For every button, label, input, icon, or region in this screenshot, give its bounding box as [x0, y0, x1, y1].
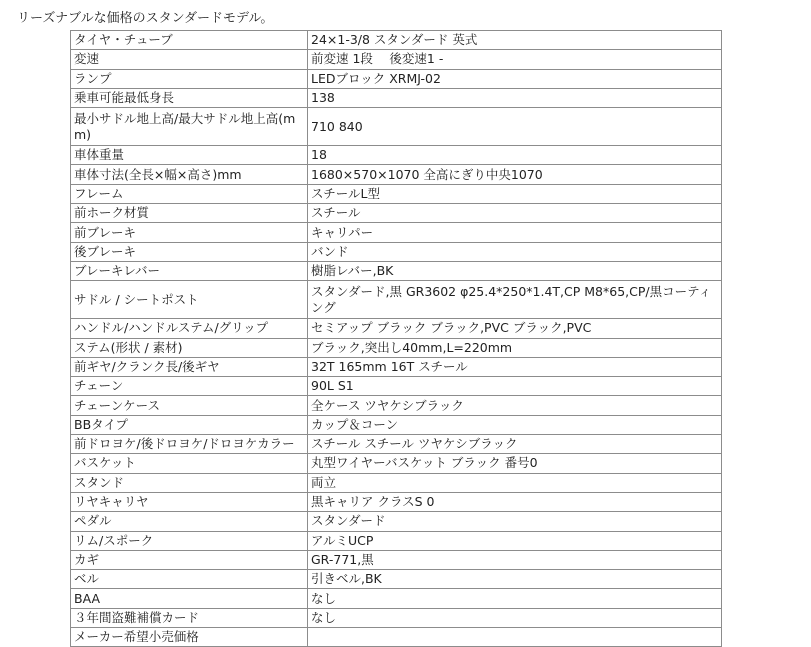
- spec-value: スタンダード: [308, 512, 722, 531]
- spec-value: セミアップ ブラック ブラック,PVC ブラック,PVC: [308, 319, 722, 338]
- spec-value: 全ケース ツヤケシブラック: [308, 396, 722, 415]
- spec-label: 後ブレーキ: [71, 242, 308, 261]
- spec-label: リム/スポーク: [71, 531, 308, 550]
- table-row: [71, 50, 722, 69]
- table-row: [71, 223, 722, 242]
- spec-label: チェーンケース: [71, 396, 308, 415]
- spec-label: リヤキャリヤ: [71, 492, 308, 511]
- table-row: [71, 204, 722, 223]
- spec-label: タイヤ・チューブ: [71, 31, 308, 50]
- spec-value: 樹脂レバー,BK: [308, 261, 722, 280]
- table-row: [71, 396, 722, 415]
- table-row: [71, 415, 722, 434]
- spec-label: ブレーキレバー: [71, 261, 308, 280]
- spec-value: GR-771,黒: [308, 550, 722, 569]
- table-row: [71, 261, 722, 280]
- table-row: [71, 512, 722, 531]
- spec-value: なし: [308, 589, 722, 608]
- spec-value: 1680×570×1070 全高にぎり中央1070: [308, 165, 722, 184]
- spec-value: 24×1-3/8 スタンダード 英式: [308, 31, 722, 50]
- spec-value: 18: [308, 146, 722, 165]
- spec-value: バンド: [308, 242, 722, 261]
- table-row: [71, 184, 722, 203]
- spec-value: キャリパー: [308, 223, 722, 242]
- table-row: [71, 570, 722, 589]
- table-row: [71, 338, 722, 357]
- table-row: [71, 550, 722, 569]
- table-row: [71, 531, 722, 550]
- spec-label: BAA: [71, 589, 308, 608]
- spec-value: なし: [308, 608, 722, 627]
- table-row: [71, 108, 722, 146]
- spec-label: 前ブレーキ: [71, 223, 308, 242]
- table-row: [71, 242, 722, 261]
- table-row: [71, 357, 722, 376]
- spec-label: カギ: [71, 550, 308, 569]
- table-row: [71, 31, 722, 50]
- table-row: [71, 628, 722, 647]
- spec-label: BBタイプ: [71, 415, 308, 434]
- spec-value: アルミUCP: [308, 531, 722, 550]
- spec-label: 前ドロヨケ/後ドロヨケ/ドロヨケカラー: [71, 435, 308, 454]
- spec-label: スタンド: [71, 473, 308, 492]
- spec-value: [308, 628, 722, 647]
- spec-label: ステム(形状 / 素材): [71, 338, 308, 357]
- spec-value: スチールL型: [308, 184, 722, 203]
- spec-label: 変速: [71, 50, 308, 69]
- spec-label: 前ギヤ/クランク長/後ギヤ: [71, 357, 308, 376]
- spec-label: バスケット: [71, 454, 308, 473]
- table-row: [71, 146, 722, 165]
- spec-label: ベル: [71, 570, 308, 589]
- spec-label: 車体寸法(全長×幅×高さ)mm: [71, 165, 308, 184]
- intro-text: リーズナブルな価格のスタンダードモデル。: [17, 11, 274, 26]
- spec-value: スチール: [308, 204, 722, 223]
- spec-label: フレーム: [71, 184, 308, 203]
- spec-value: スタンダード,黒 GR3602 φ25.4*250*1.4T,CP M8*65,CP/黒コーティング: [308, 281, 722, 319]
- table-row: [71, 454, 722, 473]
- table-row: [71, 589, 722, 608]
- spec-label: サドル / シートポスト: [71, 281, 308, 319]
- spec-label: ハンドル/ハンドルステム/グリップ: [71, 319, 308, 338]
- table-row: [71, 608, 722, 627]
- spec-value: 丸型ワイヤーバスケット ブラック 番号0: [308, 454, 722, 473]
- spec-value: 710 840: [308, 108, 722, 146]
- table-row: [71, 377, 722, 396]
- table-row: [71, 69, 722, 88]
- spec-value: カップ＆コーン: [308, 415, 722, 434]
- spec-label: ペダル: [71, 512, 308, 531]
- spec-value: 黒キャリア クラスS 0: [308, 492, 722, 511]
- spec-value: 138: [308, 88, 722, 107]
- spec-value: LEDブロック XRMJ-02: [308, 69, 722, 88]
- spec-value: 90L S1: [308, 377, 722, 396]
- spec-value: スチール スチール ツヤケシブラック: [308, 435, 722, 454]
- spec-label: チェーン: [71, 377, 308, 396]
- spec-value: 両立: [308, 473, 722, 492]
- spec-value: 引きベル,BK: [308, 570, 722, 589]
- spec-value: ブラック,突出し40mm,L=220mm: [308, 338, 722, 357]
- table-row: [71, 435, 722, 454]
- spec-value: 前変速 1段 後変速1 -: [308, 50, 722, 69]
- table-row: [71, 281, 722, 319]
- table-row: [71, 165, 722, 184]
- table-row: [71, 492, 722, 511]
- spec-label: 車体重量: [71, 146, 308, 165]
- spec-label: 前ホーク材質: [71, 204, 308, 223]
- spec-label: 最小サドル地上高/最大サドル地上高(mm): [71, 108, 308, 146]
- table-row: [71, 473, 722, 492]
- spec-label: 乗車可能最低身長: [71, 88, 308, 107]
- spec-label: ３年間盗難補償カード: [71, 608, 308, 627]
- spec-label: ランプ: [71, 69, 308, 88]
- spec-label: メーカー希望小売価格: [71, 628, 308, 647]
- table-row: [71, 319, 722, 338]
- spec-table: [70, 30, 722, 647]
- table-row: [71, 88, 722, 107]
- spec-value: 32T 165mm 16T スチール: [308, 357, 722, 376]
